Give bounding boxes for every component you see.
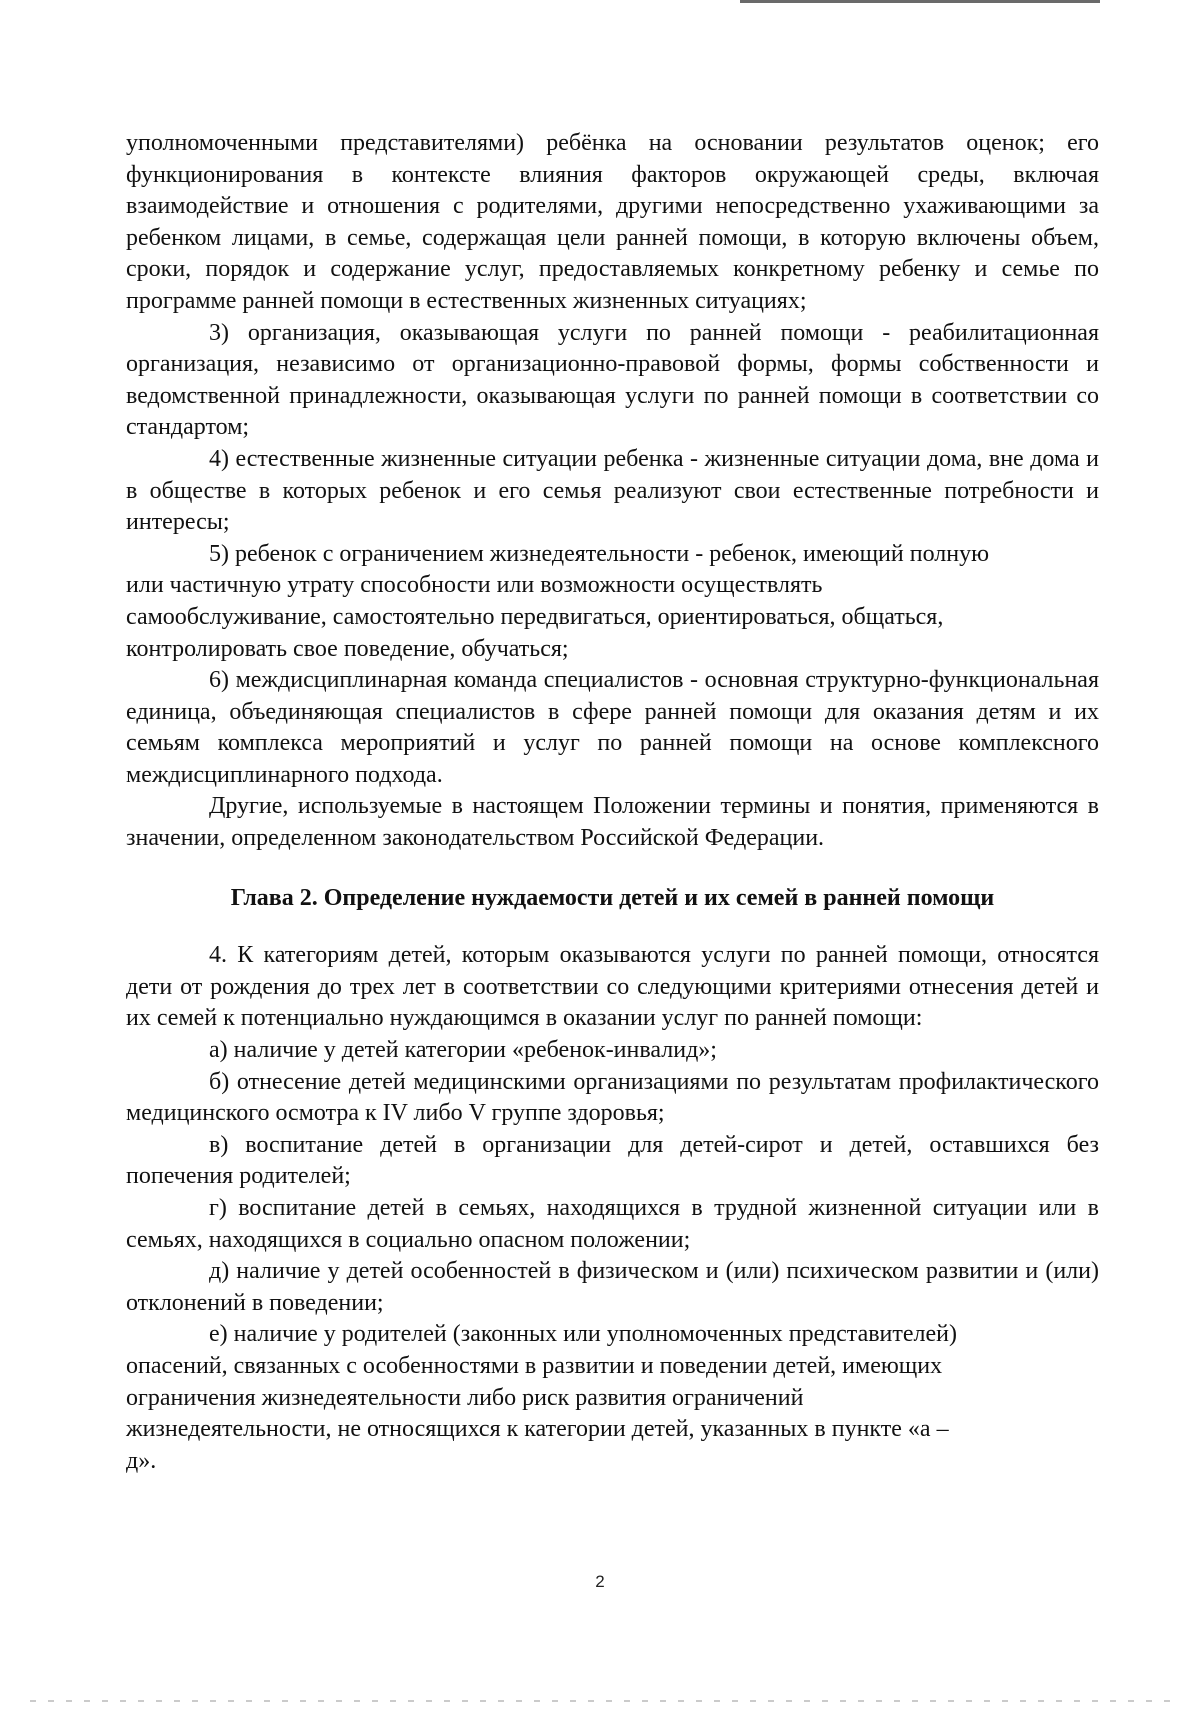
- paragraph-clause-v: в) воспитание детей в организации для детей-сирот и детей, оставшихся без попечения родителей;: [126, 1131, 1099, 1190]
- scan-edge-line: [740, 0, 1100, 3]
- paragraph-item-6: 6) междисциплинарная команда специалистов - основная структурно-функциональная единица, объединяющая специалистов в сфере ранней помощи для оказания детям и их семьям комплекса мероприятий и услуг по ранней помощи на основе комплексного междисциплинарного подхода.: [126, 667, 1099, 788]
- paragraph-item-5-line-4: контролировать свое поведение, обучаться;: [126, 635, 569, 662]
- paragraph-item-4: 4) естественные жизненные ситуации ребенка - жизненные ситуации дома, вне дома и в обществе в которых ребенок и его семья реализуют свои естественные потребности и интересы;: [126, 445, 1099, 536]
- paragraph-clause-b: б) отнесение детей медицинскими организациями по результатам профилактического медицинского осмотра к IV либо V группе здоровья;: [126, 1068, 1099, 1127]
- paragraph-item-5-line-2: или частичную утрату способности или возможности осуществлять: [126, 572, 823, 599]
- paragraph-other-terms: Другие, используемые в настоящем Положении термины и понятия, применяются в значении, определенном законодательством Российской Федерации.: [126, 793, 1099, 852]
- chapter-heading: Глава 2. Определение нуждаемости детей и их семей в ранней помощи: [230, 884, 995, 911]
- paragraph-item-5-line-1: 5) ребенок с ограничением жизнедеятельности - ребенок, имеющий полную: [209, 540, 990, 567]
- paragraph-clause-e-line-1: е) наличие у родителей (законных или уполномоченных представителей): [209, 1321, 958, 1348]
- paragraph-clause-e-line-3: ограничения жизнедеятельности либо риск развития ограничений: [126, 1384, 804, 1411]
- paragraph-item-5-line-3: самообслуживание, самостоятельно передвигаться, ориентироваться, общаться,: [126, 603, 944, 630]
- paragraph-clause-g: г) воспитание детей в семьях, находящихся в трудной жизненной ситуации или в семьях, находящихся в социально опасном положении;: [126, 1195, 1099, 1253]
- paragraph-clause-4: 4. К категориям детей, которым оказываются услуги по ранней помощи, относятся дети от рождения до трех лет в соответствии со следующими критериями отнесения детей и их семей к потенциально нуждающимся в оказании услуг по ранней помощи:: [126, 942, 1099, 1032]
- paragraph-clause-e-line-4: жизнедеятельности, не относящихся к категории детей, указанных в пункте «а –: [126, 1416, 949, 1443]
- paragraph-clause-e-line-2: опасений, связанных с особенностями в развитии и поведении детей, имеющих: [126, 1352, 943, 1379]
- paragraph-clause-e-line-5: д».: [126, 1447, 157, 1474]
- paragraph-clause-d: д) наличие у детей особенностей в физическом и (или) психическом развитии и (или) отклонений в поведении;: [126, 1258, 1099, 1316]
- scan-artifact-dots: [30, 1700, 1170, 1702]
- paragraph-continuation: уполномоченными представителями) ребёнка на основании результатов оценок; его функционирования в контексте влияния факторов окружающей среды, включая взаимодействие и отношения с родителями, другими непосредственно ухаживающими за ребенком лицами, в семье, содержащая цели ранней помощи, в которую включены объем, сроки, порядок и содержание услуг, предоставляемых конкретному ребенку и семье по программе ранней помощи в естественных жизненных ситуациях;: [126, 130, 1099, 314]
- paragraph-clause-a: а) наличие у детей категории «ребенок-инвалид»;: [209, 1037, 717, 1064]
- document-body: [126, 128, 1099, 1477]
- page-number: 2: [595, 1572, 605, 1591]
- paragraph-item-3: 3) организация, оказывающая услуги по ранней помощи - реабилитационная организация, независимо от организационно-правовой формы, формы собственности и ведомственной принадлежности, оказывающая услуги по ранней помощи в соответствии со стандартом;: [126, 319, 1099, 441]
